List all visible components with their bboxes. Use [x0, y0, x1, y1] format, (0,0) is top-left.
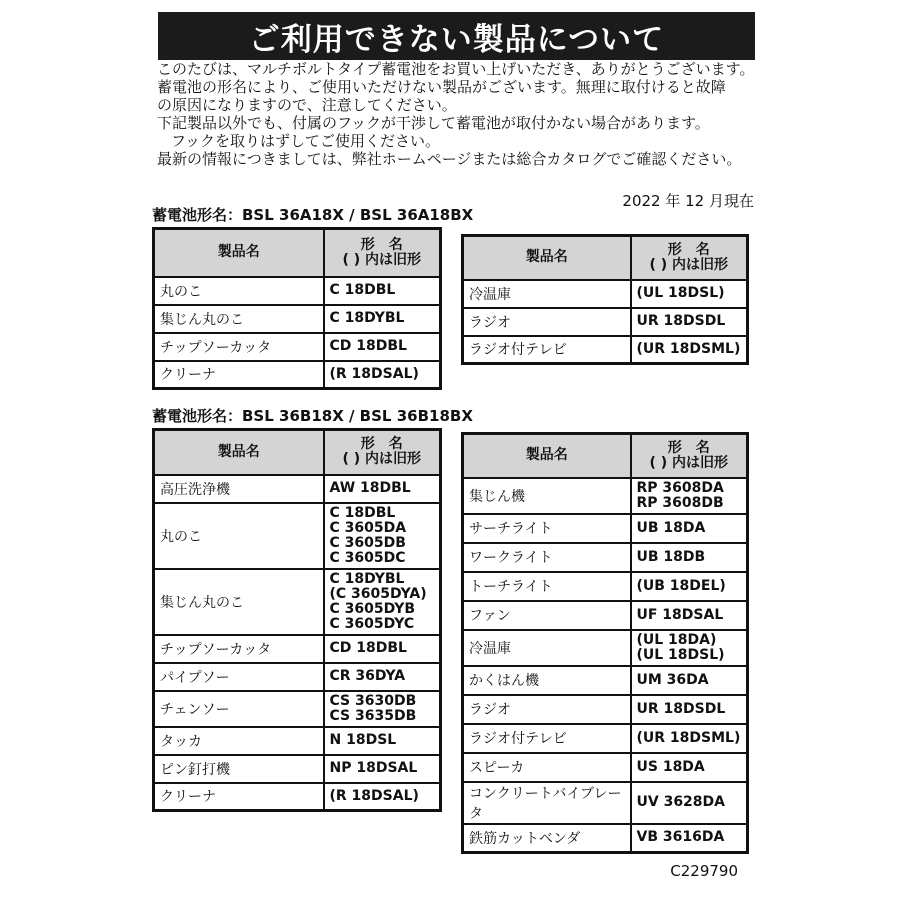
model-name — [324, 569, 441, 635]
model-code: (C 3605DYA) — [329, 585, 427, 602]
model-code: C 3605DB — [329, 534, 406, 551]
header-model-label: 形 名 — [667, 241, 710, 258]
header-model-name — [324, 229, 441, 277]
table-row — [154, 277, 441, 305]
model-code: (UB 18DEL) — [636, 577, 726, 594]
product-name: 集じん機 — [463, 478, 631, 514]
product-name: クリーナ — [154, 361, 324, 389]
model-code: UB 18DB — [636, 548, 706, 565]
table-row — [463, 695, 748, 724]
model-name — [631, 630, 748, 666]
header-model-label: 形 名 — [360, 236, 403, 253]
product-name: ラジオ付テレビ — [463, 724, 631, 753]
model-code: AW 18DBL — [329, 480, 411, 496]
section1-right-table — [461, 234, 749, 365]
section1-left-table — [152, 227, 442, 390]
product-name: スピーカ — [463, 753, 631, 782]
model-name — [324, 277, 441, 305]
model-code: (UR 18DSML) — [636, 729, 741, 746]
product-name: 冷温庫 — [463, 280, 631, 308]
header-model-label: 形 名 — [360, 436, 403, 453]
header-model-note: ( ) 内は旧形 — [342, 251, 422, 268]
table-row — [154, 663, 441, 691]
model-code: (R 18DSAL) — [329, 787, 419, 804]
table-row — [154, 503, 441, 569]
section2-right-table — [461, 432, 749, 854]
model-name — [324, 635, 441, 663]
model-code: CD 18DBL — [329, 338, 407, 354]
header-product-name: 製品名 — [463, 236, 631, 280]
table-row — [463, 753, 748, 782]
product-name: チップソーカッタ — [154, 333, 324, 361]
model-name — [631, 308, 748, 336]
table-row — [154, 333, 441, 361]
model-name — [324, 755, 441, 783]
model-code: CS 3630DB — [329, 692, 417, 709]
product-name: 集じん丸のこ — [154, 569, 324, 635]
model-name — [631, 336, 748, 364]
header-model-name — [324, 430, 441, 475]
model-name — [324, 361, 441, 389]
section2-heading: 蓄電池形名：BSL 36B18X / BSL 36B18BX — [152, 407, 473, 425]
model-name — [631, 724, 748, 753]
table-row — [154, 783, 441, 811]
intro-line: の原因になりますので、注意してください。 — [157, 96, 457, 114]
product-name: 丸のこ — [154, 503, 324, 569]
model-name — [631, 824, 748, 853]
model-code: UR 18DSDL — [636, 313, 726, 329]
table-row — [463, 543, 748, 572]
product-name: 丸のこ — [154, 277, 324, 305]
model-code: US 18DA — [636, 758, 705, 775]
model-code: C 3605DC — [329, 549, 406, 566]
table-row — [154, 569, 441, 635]
model-code: UV 3628DA — [636, 794, 725, 810]
product-name: かくはん機 — [463, 666, 631, 695]
table-row — [463, 782, 748, 824]
table-row — [463, 824, 748, 853]
product-name: ラジオ — [463, 695, 631, 724]
product-name: タッカ — [154, 727, 324, 755]
table-row — [154, 305, 441, 333]
section1-heading: 蓄電池形名：BSL 36A18X / BSL 36A18BX — [152, 206, 474, 224]
intro-line: 蓄電池の形名により、ご使用いただけない製品がございます。無理に取付けると故障 — [157, 78, 726, 96]
header-product-name: 製品名 — [463, 434, 631, 478]
model-name — [324, 475, 441, 503]
header-model-note: ( ) 内は旧形 — [649, 454, 729, 471]
header-model-name — [631, 236, 748, 280]
product-name: ラジオ — [463, 308, 631, 336]
header-model-label: 形 名 — [667, 439, 710, 456]
product-name: チェンソー — [154, 691, 324, 727]
model-code: UF 18DSAL — [636, 606, 724, 623]
model-code: NP 18DSAL — [329, 760, 418, 776]
header-product-name: 製品名 — [154, 430, 324, 475]
model-name — [324, 727, 441, 755]
model-code: (UL 18DSL) — [636, 646, 725, 663]
document-code: C229790 — [670, 862, 738, 880]
section2-left-table — [152, 428, 442, 812]
table-row — [463, 724, 748, 753]
intro-line: 下記製品以外でも、付属のフックが干渉して蓄電池が取付かない場合があります。 — [157, 114, 710, 132]
model-code: RP 3608DA — [636, 479, 724, 496]
model-code: N 18DSL — [329, 732, 397, 748]
table-row — [463, 280, 748, 308]
model-name — [631, 280, 748, 308]
model-name — [631, 572, 748, 601]
table-row — [463, 308, 748, 336]
table-row — [463, 630, 748, 666]
model-code: C 3605DYB — [329, 600, 416, 617]
product-name: サーチライト — [463, 514, 631, 543]
model-name — [631, 695, 748, 724]
model-code: CR 36DYA — [329, 668, 406, 684]
model-code: RP 3608DB — [636, 494, 724, 511]
header-model-note: ( ) 内は旧形 — [649, 256, 729, 273]
product-name: 鉄筋カットベンダ — [463, 824, 631, 853]
product-name: 集じん丸のこ — [154, 305, 324, 333]
model-name — [324, 663, 441, 691]
model-name — [324, 333, 441, 361]
table-row — [154, 755, 441, 783]
product-name: コンクリートバイブレータ — [463, 782, 631, 824]
product-name: ピン釘打機 — [154, 755, 324, 783]
model-code: UR 18DSDL — [636, 700, 726, 717]
model-code: (R 18DSAL) — [329, 365, 419, 382]
table-row — [154, 475, 441, 503]
table-row — [463, 572, 748, 601]
intro-line: フックを取りはずしてご使用ください。 — [171, 132, 440, 150]
intro-line: 最新の情報につきましては、弊社ホームページまたは総合カタログでご確認ください。 — [157, 150, 742, 168]
model-code: VB 3616DA — [636, 829, 725, 846]
product-name: ワークライト — [463, 543, 631, 572]
product-name: ラジオ付テレビ — [463, 336, 631, 364]
model-code: (UR 18DSML) — [636, 340, 741, 357]
model-code: (UL 18DA) — [636, 631, 717, 648]
model-code: (UL 18DSL) — [636, 285, 725, 301]
model-code: C 3605DYC — [329, 615, 415, 632]
table-row — [463, 478, 748, 514]
model-code: C 3605DA — [329, 519, 407, 536]
product-name: パイプソー — [154, 663, 324, 691]
model-code: C 18DYBL — [329, 310, 405, 326]
model-name — [324, 305, 441, 333]
model-code: CD 18DBL — [329, 640, 407, 656]
model-code: CS 3635DB — [329, 707, 417, 724]
model-name — [324, 691, 441, 727]
as-of-date: 2022 年 12 月現在 — [622, 192, 754, 210]
model-code: UB 18DA — [636, 519, 706, 536]
table-row — [463, 336, 748, 364]
product-name: ファン — [463, 601, 631, 630]
product-name: チップソーカッタ — [154, 635, 324, 663]
model-name — [324, 783, 441, 811]
model-name — [631, 782, 748, 824]
table-row — [154, 635, 441, 663]
intro-text — [157, 60, 757, 168]
header-model-name — [631, 434, 748, 478]
product-name: クリーナ — [154, 783, 324, 811]
model-code: C 18DBL — [329, 504, 396, 521]
model-name — [631, 666, 748, 695]
model-name — [631, 514, 748, 543]
table-row — [154, 727, 441, 755]
model-name — [631, 753, 748, 782]
header-model-note: ( ) 内は旧形 — [342, 451, 422, 468]
model-name — [631, 543, 748, 572]
intro-line: このたびは、マルチボルトタイプ蓄電池をお買い上げいただき、ありがとうございます。 — [157, 60, 755, 78]
product-name: トーチライト — [463, 572, 631, 601]
product-name: 高圧洗浄機 — [154, 475, 324, 503]
page-title: ご利用できない製品について — [158, 12, 755, 60]
header-product-name: 製品名 — [154, 229, 324, 277]
product-name: 冷温庫 — [463, 630, 631, 666]
model-name — [631, 478, 748, 514]
model-name — [324, 503, 441, 569]
model-code: C 18DYBL — [329, 570, 405, 587]
model-code: UM 36DA — [636, 671, 709, 688]
model-name — [631, 601, 748, 630]
table-row — [463, 514, 748, 543]
table-row — [154, 691, 441, 727]
table-row — [463, 666, 748, 695]
table-row — [154, 361, 441, 389]
table-row — [463, 601, 748, 630]
model-code: C 18DBL — [329, 282, 396, 298]
